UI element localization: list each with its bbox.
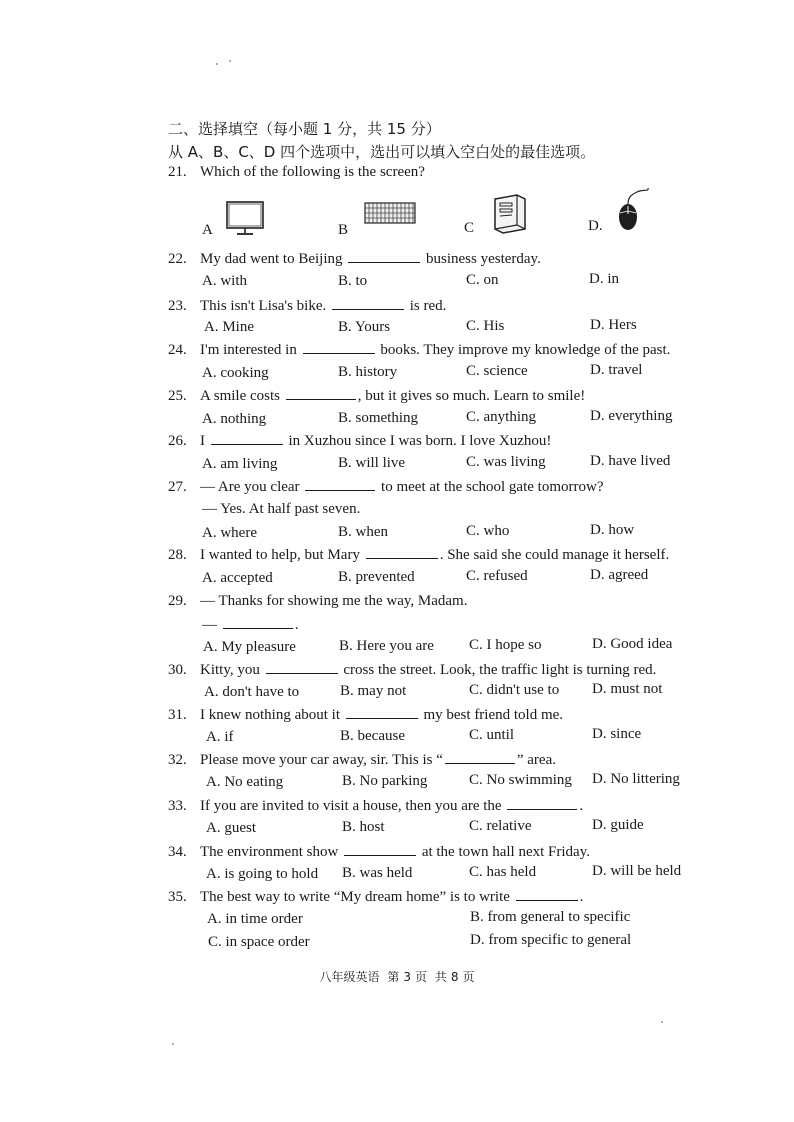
option-a: A. with (202, 273, 247, 289)
question-text-before-blank: — Are you clear (200, 479, 300, 495)
answer-blank (507, 797, 577, 810)
option-a: A. nothing (202, 411, 267, 427)
option-a: A. accepted (202, 570, 273, 586)
question-28 (168, 546, 669, 564)
footer-total-number: 8 (450, 970, 459, 984)
option-b: B. prevented (338, 569, 415, 585)
question-text-after-blank: . (579, 889, 584, 905)
question-number: 22. (168, 251, 187, 267)
option-d-label: D. (588, 218, 603, 234)
question-number: 35. (168, 889, 187, 905)
question-number: 30. (168, 662, 187, 678)
option-c: C. who (466, 523, 510, 539)
option-a: A. in time order (207, 911, 303, 927)
dash: — (202, 617, 217, 633)
option-b: B. was held (342, 865, 413, 881)
option-b: B. when (338, 524, 388, 540)
question-number: 31. (168, 707, 187, 723)
option-a: A. where (202, 525, 257, 541)
question-number: 25. (168, 388, 187, 404)
option-c: C. in space order (208, 934, 310, 950)
question-text: Which of the following is the screen? (200, 164, 425, 180)
option-b-label: B (338, 222, 349, 238)
question-text-before-blank: I (200, 433, 205, 449)
answer-blank (445, 751, 515, 764)
option-c: C. on (466, 272, 499, 288)
question-number: 23. (168, 298, 187, 314)
question-text-before-blank: I knew nothing about it (200, 707, 340, 723)
question-number: 27. (168, 479, 187, 495)
answer-blank (305, 478, 375, 491)
keyboard-icon (364, 202, 416, 224)
question-text-before-blank: If you are invited to visit a house, then you are the (200, 798, 502, 814)
question-32 (168, 751, 556, 769)
answer-blank (346, 706, 418, 719)
question-text-before-blank: This isn't Lisa's bike. (200, 298, 327, 314)
section-instruction: 从 A、B、C、D 四个选项中，选出可以填入空白处的最佳选项。 (168, 143, 596, 161)
question-number: 26. (168, 433, 187, 449)
question-text-after-blank: my best friend told me. (423, 707, 564, 723)
option-a: A. is going to hold (206, 866, 319, 882)
scan-speck (172, 1043, 174, 1045)
option-a: A. cooking (202, 365, 269, 381)
question-text-after-blank: in Xuzhou since I was born. I love Xuzhou! (288, 433, 552, 449)
option-d: D. travel (590, 362, 643, 378)
question-text-after-blank: . She said she could manage it herself. (439, 547, 670, 563)
footer-page-label: 页 (414, 970, 427, 984)
question-text-after-blank: is red. (409, 298, 447, 314)
option-d: D. will be held (592, 863, 682, 879)
option-d: D. Hers (590, 317, 637, 333)
option-c: C. has held (469, 864, 537, 880)
mouse-icon (615, 186, 655, 232)
question-33 (168, 797, 583, 815)
question-25 (168, 387, 585, 405)
question-text: — Thanks for showing me the way, Madam. (200, 593, 468, 609)
option-d: D. guide (592, 817, 644, 833)
option-b: B. history (338, 364, 398, 380)
option-a: A. guest (206, 820, 256, 836)
option-d: D. have lived (590, 453, 671, 469)
question-text-before-blank: The best way to write “My dream home” is to write (200, 889, 510, 905)
question-text-before-blank: Please move your car away, sir. This is “ (200, 752, 443, 768)
option-c: C. I hope so (469, 637, 542, 653)
question-text-before-blank: Kitty, you (200, 662, 260, 678)
option-c-label: C (464, 220, 475, 236)
question-text-after-blank: at the town hall next Friday. (421, 844, 590, 860)
option-d: D. in (589, 271, 619, 287)
question-text-after-blank: . (579, 798, 584, 814)
answer-blank (332, 297, 404, 310)
question-number: 33. (168, 798, 187, 814)
dialogue-reply: — Yes. At half past seven. (202, 501, 361, 517)
question-31 (168, 706, 563, 724)
answer-blank (266, 661, 338, 674)
option-d: D. agreed (590, 567, 649, 583)
monitor-icon (224, 201, 266, 237)
option-b: B. host (342, 819, 385, 835)
option-c: C. No swimming (469, 772, 572, 788)
option-c: C. until (469, 727, 515, 743)
option-b: B. Here you are (339, 638, 434, 654)
question-24 (168, 341, 670, 359)
answer-blank (303, 341, 375, 354)
option-b: B. from general to specific (470, 909, 631, 925)
question-30 (168, 661, 656, 679)
option-a: A. My pleasure (203, 639, 296, 655)
option-a-label: A (202, 222, 213, 238)
option-d: D. everything (590, 408, 673, 424)
option-d: D. since (592, 726, 642, 742)
computer-tower-icon (491, 193, 531, 235)
question-text-after-blank: , but it gives so much. Learn to smile! (357, 388, 586, 404)
footer-total-label: 页 (462, 970, 475, 984)
option-d: D. Good idea (592, 636, 673, 652)
dialogue-reply (202, 616, 299, 634)
scan-speck (229, 60, 231, 62)
question-23 (168, 297, 446, 315)
option-c: C. His (466, 318, 505, 334)
question-26 (168, 432, 551, 450)
question-text-before-blank: The environment show (200, 844, 339, 860)
option-b: B. something (338, 410, 419, 426)
question-34 (168, 843, 590, 861)
answer-blank (211, 432, 283, 445)
option-d: D. from specific to general (470, 932, 632, 948)
question-35 (168, 888, 583, 906)
question-number: 29. (168, 593, 187, 609)
option-b: B. to (338, 273, 368, 289)
option-b: B. Yours (338, 319, 391, 335)
option-a: A. am living (202, 456, 278, 472)
question-number: 28. (168, 547, 187, 563)
option-a: A. No eating (206, 774, 284, 790)
answer-blank (348, 250, 420, 263)
answer-blank (516, 888, 578, 901)
answer-blank (286, 387, 356, 400)
option-a: A. don't have to (204, 684, 300, 700)
option-b: B. will live (338, 455, 406, 471)
question-text-before-blank: A smile costs (200, 388, 281, 404)
option-d: D. No littering (592, 771, 680, 787)
question-text-before-blank: My dad went to Beijing (200, 251, 343, 267)
option-d: D. must not (592, 681, 663, 697)
footer-subject: 八年级英语 (319, 970, 380, 984)
option-b: B. No parking (342, 773, 428, 789)
option-b: B. because (340, 728, 405, 744)
question-text-after-blank: business yesterday. (426, 251, 541, 267)
footer-page-number: 3 (403, 970, 411, 984)
question-number: 32. (168, 752, 187, 768)
question-29 (168, 593, 467, 610)
answer-blank (366, 546, 438, 559)
question-number: 21. (168, 164, 187, 180)
question-text-after-blank: to meet at the school gate tomorrow? (381, 479, 604, 495)
footer-total-prefix: 共 (434, 970, 447, 984)
option-c: C. didn't use to (469, 682, 560, 698)
answer-blank (344, 843, 416, 856)
question-text-before-blank: I'm interested in (200, 342, 297, 358)
question-text-after-blank: books. They improve my knowledge of the past. (380, 342, 671, 358)
period: . (294, 617, 299, 633)
question-number: 24. (168, 342, 187, 358)
option-c: C. science (466, 363, 528, 379)
question-27 (168, 478, 603, 496)
option-b: B. may not (340, 683, 407, 699)
footer-page-prefix: 第 (387, 970, 400, 984)
option-a: A. if (206, 729, 234, 745)
page-footer (0, 968, 794, 985)
option-c: C. anything (466, 409, 536, 425)
answer-blank (223, 616, 293, 629)
question-text-before-blank: I wanted to help, but Mary (200, 547, 360, 563)
option-c: C. relative (469, 818, 532, 834)
question-number: 34. (168, 844, 187, 860)
option-c: C. refused (466, 568, 528, 584)
option-c: C. was living (466, 454, 546, 470)
scan-speck (216, 63, 218, 65)
question-text-after-blank: ” area. (516, 752, 556, 768)
option-d: D. how (590, 522, 635, 538)
question-22 (168, 250, 541, 268)
option-a: A. Mine (204, 319, 254, 335)
question-21 (168, 164, 425, 181)
question-text-after-blank: cross the street. Look, the traffic light is turning red. (343, 662, 657, 678)
scan-speck (661, 1021, 663, 1023)
section-title: 二、选择填空（每小题 1 分，共 15 分） (168, 120, 441, 138)
